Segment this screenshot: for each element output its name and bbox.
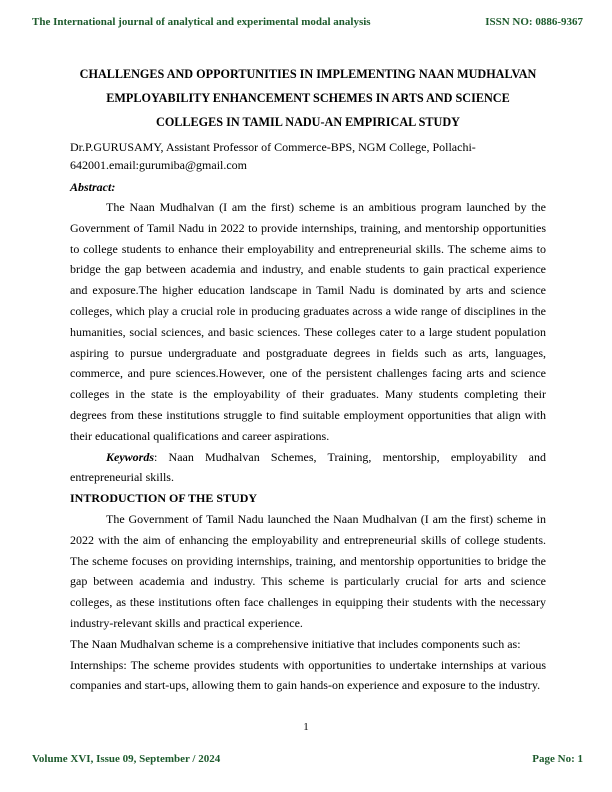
abstract-heading: Abstract: xyxy=(70,180,116,194)
section-heading-introduction: INTRODUCTION OF THE STUDY xyxy=(70,491,258,506)
article-content xyxy=(70,62,546,696)
article-title-line-3: COLLEGES IN TAMIL NADU-AN EMPIRICAL STUDY xyxy=(156,115,460,129)
introduction-paragraph-3: Internships: The scheme provides students with opportunities to undertake internships at various companies and start-ups, allowing them to gain hands-on experience and exposure to the industry. xyxy=(70,657,546,693)
footer-volume-issue: Volume XVI, Issue 09, September / 2024 xyxy=(32,753,221,765)
issn-number: ISSN NO: 0886-9367 xyxy=(485,16,583,28)
keywords-line xyxy=(70,447,546,489)
journal-title: The International journal of analytical and experimental modal analysis xyxy=(32,16,371,28)
footer-page-no: Page No: 1 xyxy=(532,753,583,765)
running-footer xyxy=(32,753,583,765)
abstract-paragraph: The Naan Mudhalvan (I am the first) scheme is an ambitious program launched by the Government of Tamil Nadu in 2022 to provide internships, training, and mentorship opportunities to college students to enhance their employability and entrepreneurial skills. The scheme aims to bridge the gap between academia and industry, and enable students to gain practical experience and exposure.The higher education landscape in Tamil Nadu is dominated by arts and science colleges, which play a crucial role in producing graduates across a wide range of disciplines in the humanities, social sciences, and basic sciences. These colleges cater to a large student population aspiring to pursue undergraduate and postgraduate degrees in fields such as arts, languages, commerce, and pure sciences.However, one of the persistent challenges facing arts and science colleges in the state is the employability of their graduates. Many students completing their degrees from these institutions struggle to find suitable employment opportunities that align with their educational qualifications and career aspirations. xyxy=(70,200,546,443)
running-header xyxy=(32,16,583,28)
introduction-paragraph-2: The Naan Mudhalvan scheme is a comprehensive initiative that includes components such as: xyxy=(70,636,521,651)
article-title-line-1: CHALLENGES AND OPPORTUNITIES IN IMPLEMENTING NAAN MUDHALVAN xyxy=(79,67,537,81)
article-title xyxy=(70,62,546,134)
page-number: 1 xyxy=(303,721,309,733)
author-affiliation: Dr.P.GURUSAMY, Assistant Professor of Commerce-BPS, NGM College, Pollachi-642001.email:gurumiba@gmail.com xyxy=(70,140,476,172)
keywords-label: Keywords xyxy=(106,449,154,464)
article-title-line-2: EMPLOYABILITY ENHANCEMENT SCHEMES IN ARTS AND SCIENCE xyxy=(106,91,510,105)
introduction-paragraph-1: The Government of Tamil Nadu launched the Naan Mudhalvan (I am the first) scheme in 2022 with the aim of enhancing the employability and entrepreneurial skills of college students. The scheme focuses on providing internships, training, and mentorship opportunities to bridge the gap between academia and industry. This scheme is particularly crucial for arts and science colleges, as these institutions often face challenges in equipping their students with the necessary industry-relevant skills and practical experience. xyxy=(70,511,546,630)
keywords-text: : Naan Mudhalvan Schemes, Training, mentorship, employability and entrepreneurial skills. xyxy=(70,449,546,485)
